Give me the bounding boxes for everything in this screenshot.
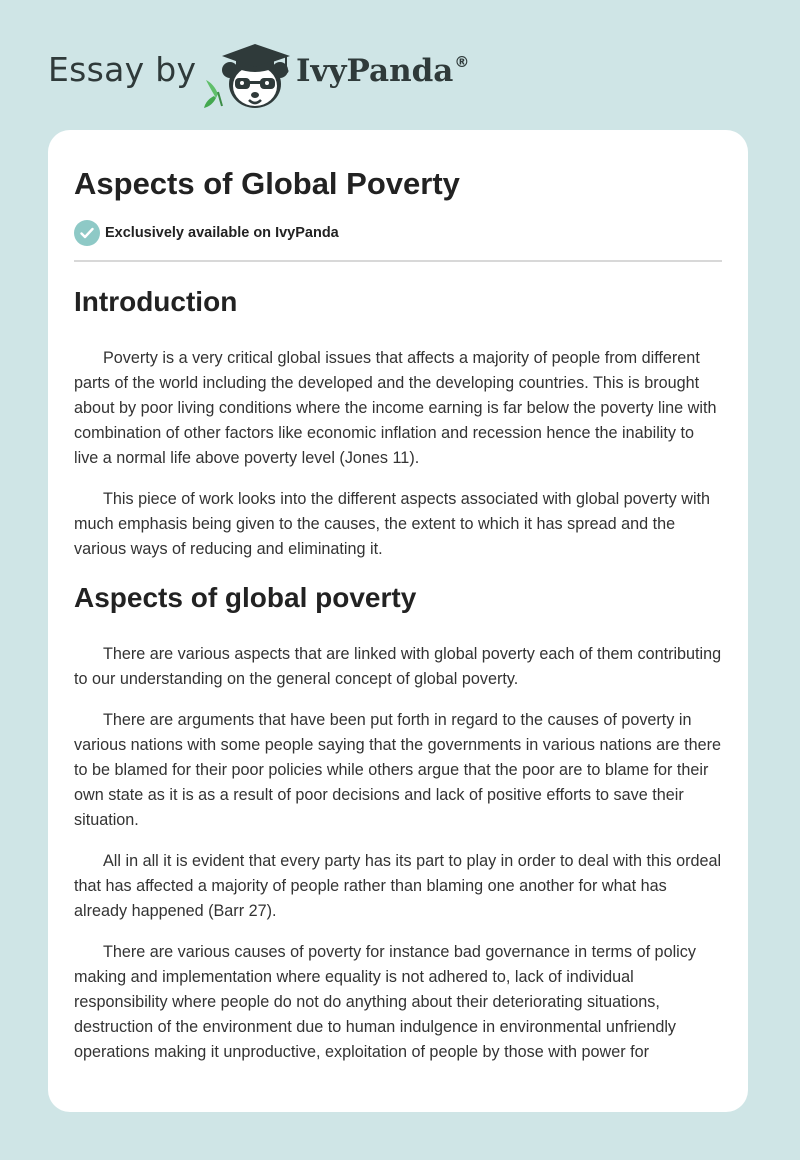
- paragraph: There are various causes of poverty for instance bad governance in terms of policy making and implementation where equality is not adhered to, lack of individual responsibility where people do not do anything about their deteriorating situations, destruction of the environment due to human indulgence in environmental unfriendly operations making it unproductive, exploitation of people by those with power for: [74, 943, 696, 1061]
- brand-prefix: Essay by: [48, 50, 197, 89]
- section-aspects-of-global-poverty: [74, 580, 722, 1065]
- title-divider: [74, 260, 722, 262]
- section-heading: Aspects of global poverty: [74, 582, 417, 613]
- paragraph: There are arguments that have been put forth in regard to the causes of poverty in various nations with some people saying that the governments in various nations are there to be blamed for their poor policies while others argue that the poor are to blame for their own state as it is as a result of poor decisions and lack of positive efforts to save their situation.: [74, 711, 721, 829]
- panda-graduate-logo-icon: [202, 36, 298, 112]
- essay-card: [48, 130, 748, 1112]
- paragraph: This piece of work looks into the different aspects associated with global poverty with much emphasis being given to the causes, the extent to which it has spread and the various ways of reducing and eliminating it.: [74, 490, 711, 558]
- registered-mark: ®: [454, 53, 470, 71]
- check-circle-icon: [74, 220, 100, 246]
- brand-name-text: IvyPanda: [296, 53, 454, 89]
- exclusive-badge: [74, 220, 722, 246]
- essay-title: Aspects of Global Poverty: [74, 166, 460, 201]
- brand-header: [48, 30, 488, 112]
- paragraph: All in all it is evident that every party has its part to play in order to deal with this ordeal that has affected a majority of people rather than blaming one another for what has already happened (Barr 27).: [74, 852, 722, 920]
- section-heading: Introduction: [74, 286, 238, 317]
- paragraph: There are various aspects that are linked with global poverty each of them contributing to our understanding on the general concept of global poverty.: [74, 645, 722, 688]
- brand-name: [296, 53, 469, 89]
- section-introduction: [74, 284, 722, 562]
- paragraph: Poverty is a very critical global issues that affects a majority of people from different parts of the world including the developed and the developing countries. This is brought about by poor living conditions where the income earning is far below the poverty line with combination of other factors like economic inflation and recession hence the inability to live a normal life above poverty level (Jones 11).: [74, 349, 717, 467]
- exclusive-badge-label: Exclusively available on IvyPanda: [105, 225, 339, 241]
